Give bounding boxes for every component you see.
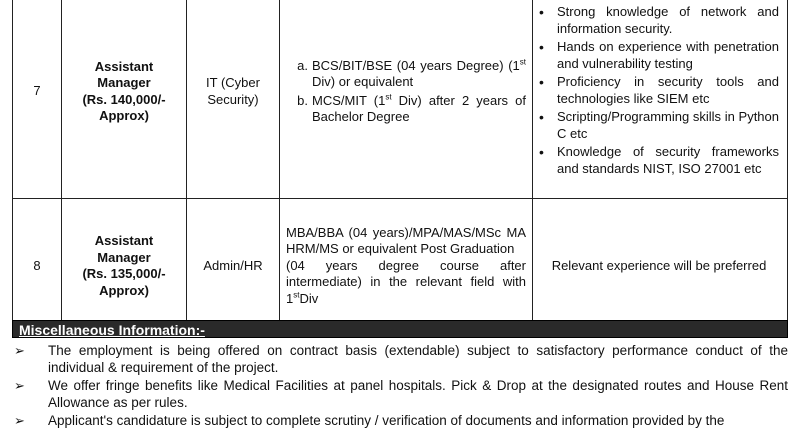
experience-text: Knowledge of security frameworks and standards NIST, ISO 27001 etc [557, 144, 779, 176]
qualification-text [286, 258, 526, 308]
list-item [539, 39, 779, 72]
qualification [280, 199, 533, 334]
experience-text: Proficiency in security tools and technologies like SIEM etc [557, 74, 779, 106]
list-item [12, 342, 788, 376]
qualification-text-part: (1 [508, 57, 520, 73]
misc-heading-bar [12, 320, 788, 338]
table-row [13, 199, 788, 334]
arrow-bullet-icon: ➢ [14, 413, 25, 428]
salary-line: (Rs. 135,000/- [82, 266, 166, 281]
bullet-icon: • [539, 4, 544, 20]
misc-heading: Miscellaneous Information:- [19, 322, 205, 338]
misc-list [12, 342, 788, 430]
serial-number: 8 [13, 199, 62, 334]
salary-line: Approx) [99, 108, 149, 123]
experience-text: Strong knowledge of network and information security. [557, 4, 779, 36]
qualification [280, 0, 533, 199]
superscript: st [519, 57, 526, 67]
list-marker: b. [297, 92, 308, 108]
qualification-text [312, 93, 526, 126]
position-line: Assistant [94, 58, 154, 74]
position-line: Assistant [94, 233, 154, 248]
qualification-text-part: Div) or equivalent [312, 74, 414, 89]
jobs-table [12, 0, 788, 334]
experience: Relevant experience will be preferred [533, 199, 788, 334]
qualification-text [312, 58, 526, 91]
position-title [62, 0, 187, 199]
misc-text: We offer fringe benefits like Medical Facilities at panel hospitals. Pick & Drop at the designated routes and House Rent Allowance as per rules. [48, 378, 788, 410]
department-line: Security) [207, 91, 259, 107]
list-marker: a. [297, 57, 308, 73]
bullet-icon: • [539, 39, 544, 55]
misc-text: The employment is being offered on contract basis (extendable) subject to satisfactory performance conduct of the individual & requirement of the project. [48, 343, 788, 375]
list-item [12, 412, 788, 429]
arrow-bullet-icon: ➢ [14, 343, 25, 358]
department [187, 0, 280, 199]
qualification-item [286, 93, 526, 126]
salary-line: (Rs. 140,000/- [82, 91, 166, 107]
experience-list [539, 4, 779, 177]
qualification-text-part: MBA/BBA (04 years)/MPA/MAS/MSc MA HRM/MS or equivalent Post Graduation [286, 224, 526, 257]
position-title [62, 199, 187, 334]
list-item [539, 144, 779, 177]
list-item [539, 109, 779, 142]
table-row [13, 0, 788, 199]
list-item [539, 4, 779, 37]
arrow-bullet-icon: ➢ [14, 378, 25, 393]
serial-number: 7 [13, 0, 62, 199]
qualification-text [286, 225, 526, 258]
list-item [539, 74, 779, 107]
position-line: Manager [97, 249, 151, 265]
salary-line: Approx) [99, 282, 149, 298]
misc-text: Applicant's candidature is subject to complete scrutiny / verification of documents and information provided by the [48, 413, 725, 428]
department: Admin/HR [187, 199, 280, 334]
experience-text: Hands on experience with penetration and vulnerability testing [557, 39, 779, 71]
qualification-text-part: Div [299, 290, 319, 306]
list-item [12, 377, 788, 411]
superscript: st [385, 92, 392, 102]
experience [533, 0, 788, 199]
bullet-icon: • [539, 109, 544, 125]
bullet-icon: • [539, 144, 544, 160]
qualification-text-part: (04 years degree course after intermediate) in the relevant field with 1 [286, 257, 526, 306]
department-line: IT (Cyber [206, 75, 260, 90]
qualification-text-part: BCS/BIT/BSE (04 years Degree) [312, 57, 504, 73]
position-line: Manager [97, 75, 151, 90]
superscript: st [293, 290, 300, 300]
qualification-item [286, 58, 526, 91]
bullet-icon: • [539, 74, 544, 90]
qualification-text-part: MCS/MIT (1 [312, 92, 386, 108]
experience-text: Scripting/Programming skills in Python C etc [557, 109, 779, 141]
qualification-text-part: Div) after 2 years of Bachelor Degree [312, 92, 526, 124]
